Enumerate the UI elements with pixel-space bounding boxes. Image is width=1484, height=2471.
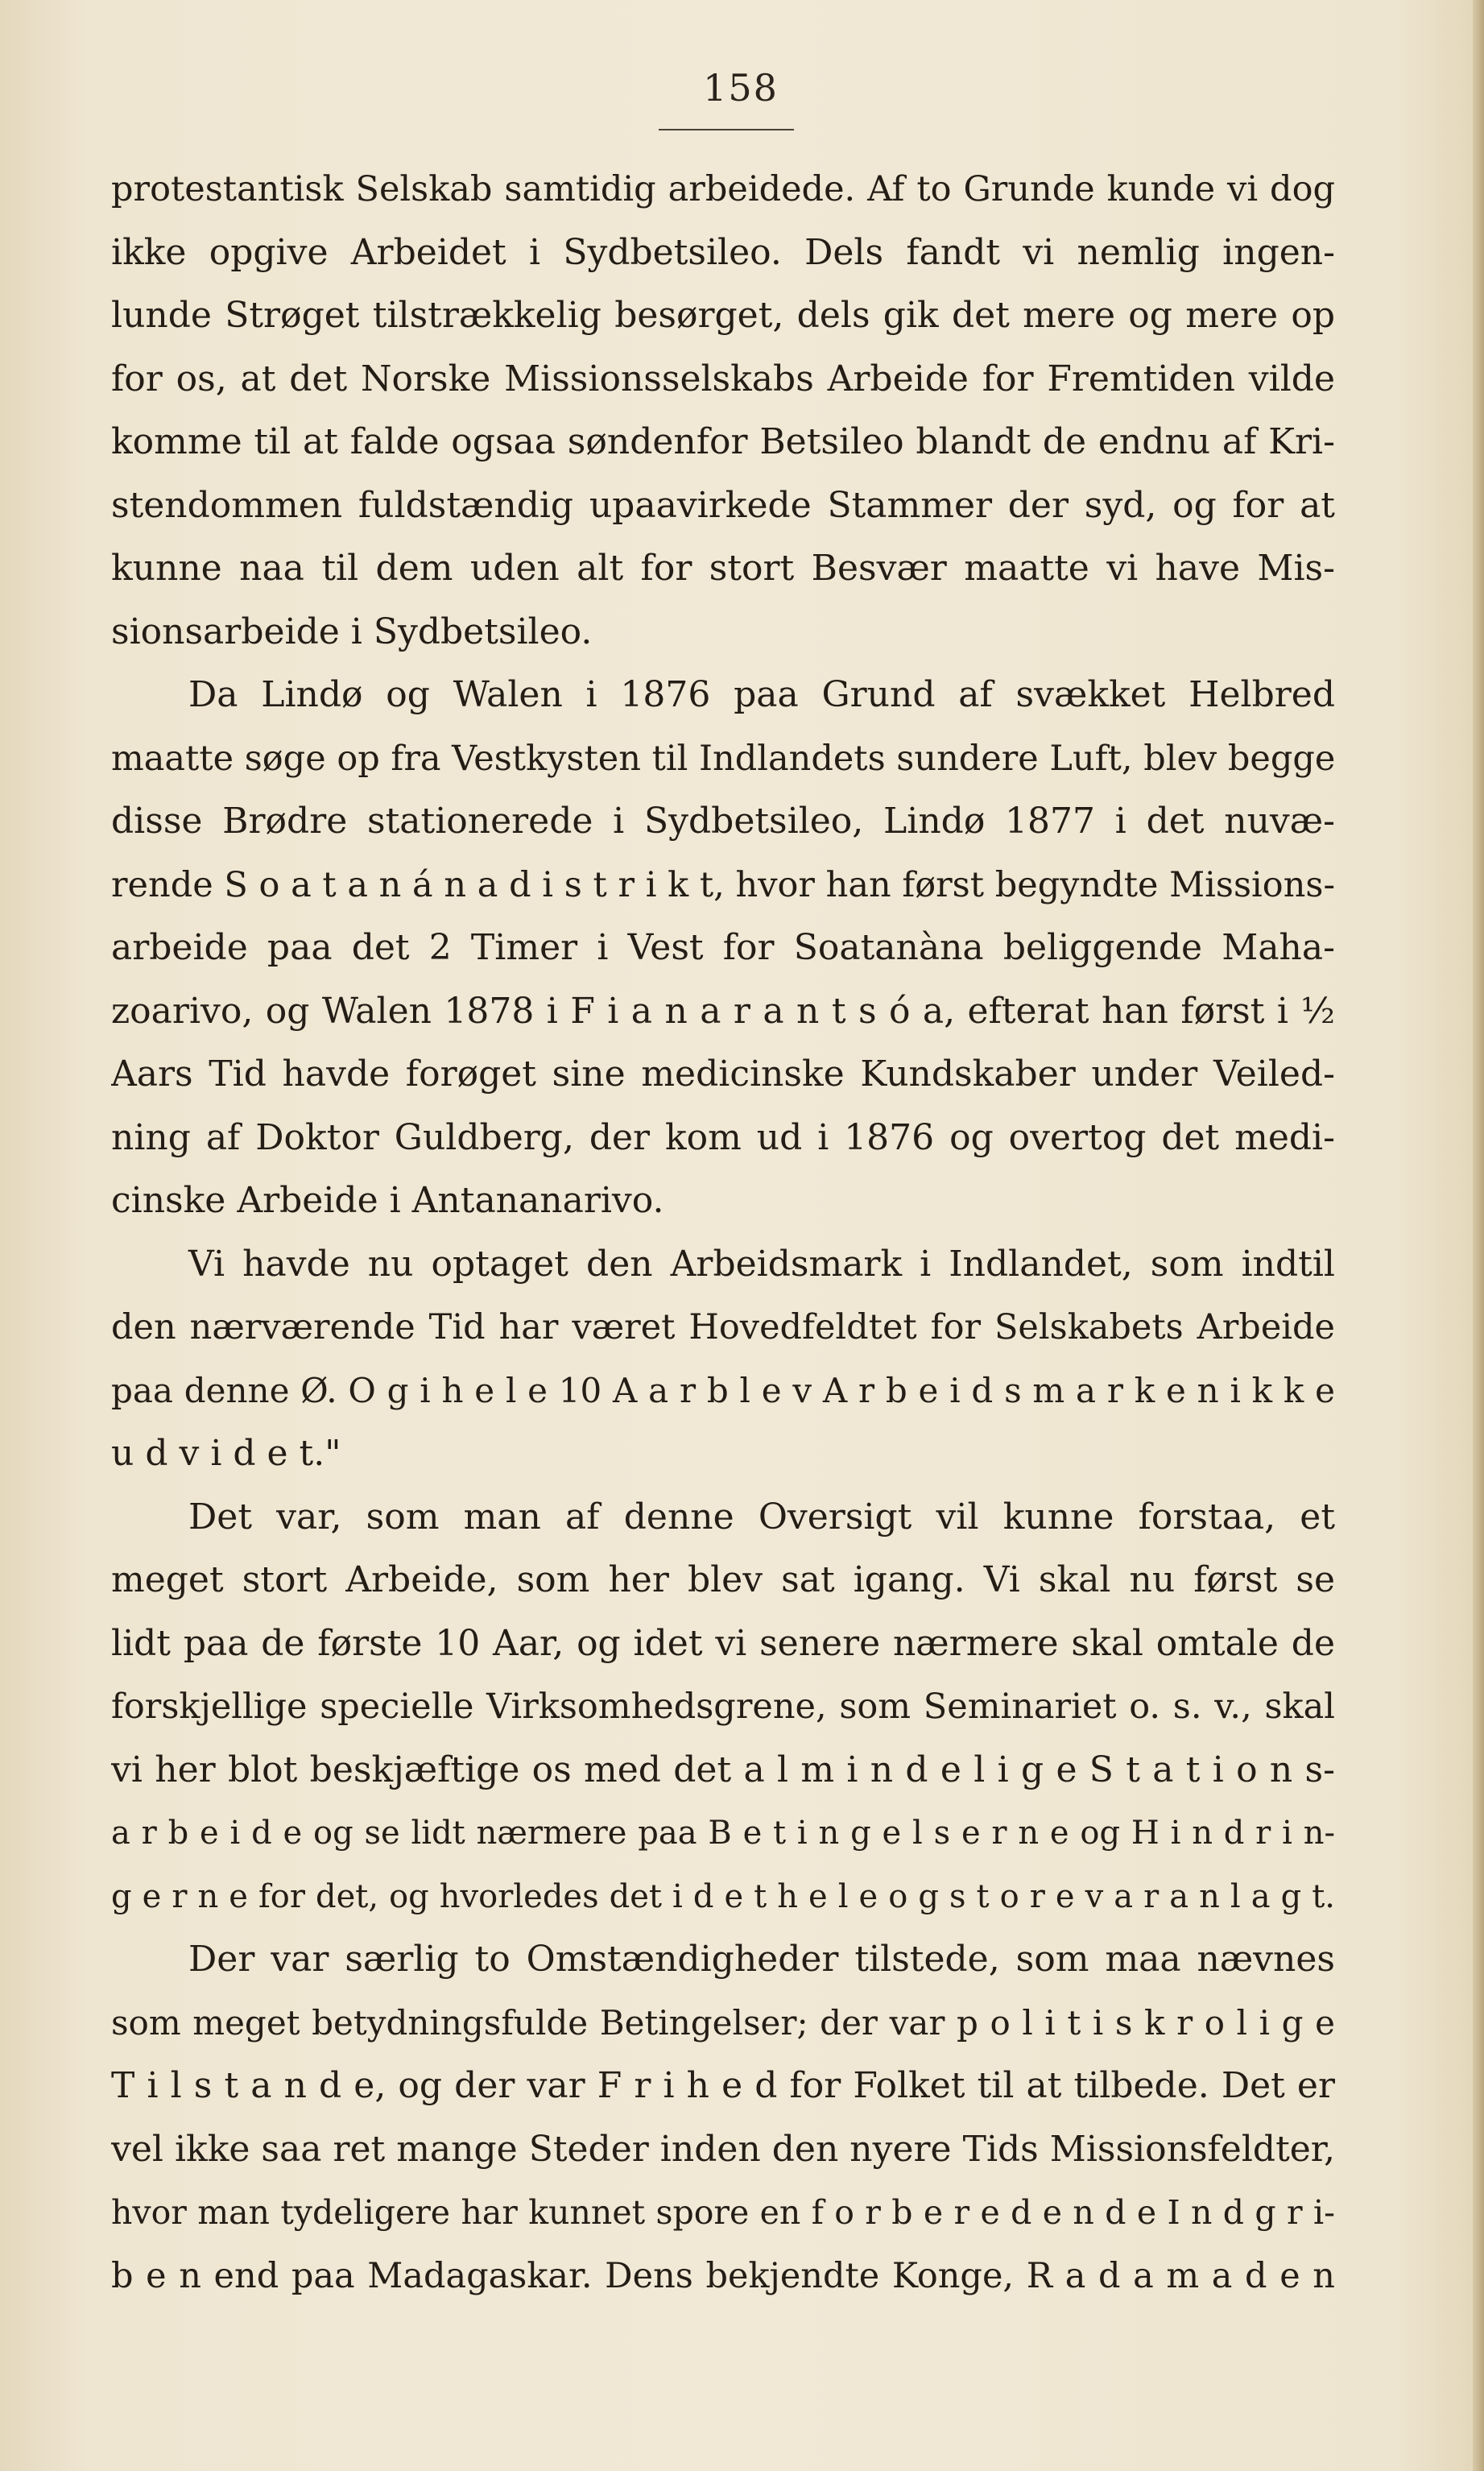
text-line: u d v i d e t." xyxy=(111,1433,341,1474)
text-line: den nærværende Tid har været Hovedfeldtet for Selskabets Arbeide xyxy=(111,1307,1335,1347)
text-line: Aars Tid havde forøget sine medicinske Kundskaber under Veiled- xyxy=(111,1053,1335,1095)
text-line: som meget betydningsfulde Betingelser; der var p o l i t i s k r o l i g e xyxy=(111,2002,1335,2043)
text-line: for os, at det Norske Missionsselskabs Arbeide for Fremtiden vilde xyxy=(111,358,1335,399)
text-line: lunde Strøget tilstrækkelig besørget, dels gik det mere og mere op xyxy=(111,295,1335,336)
text-line: paa denne Ø. O g i h e l e 10 A a r b l e v A r b e i d s m a r k e n i k k e xyxy=(111,1370,1335,1410)
text-line: b e n end paa Madagaskar. Dens bekjendte Konge, R a d a m a d e n xyxy=(111,2255,1335,2296)
text-line: g e r n e for det, og hvorledes det i d e t h e l e o g s t o r e v a r a n l a g t. xyxy=(111,1877,1335,1915)
text-line: T i l s t a n d e, og der var F r i h e d for Folket til at tilbede. Det er xyxy=(111,2065,1335,2106)
text-line: vel ikke saa ret mange Steder inden den nyere Tids Missionsfeldter, xyxy=(111,2128,1335,2170)
text-line: a r b e i d e og se lidt nærmere paa B e t i n g e l s e r n e og H i n d r i n- xyxy=(111,1815,1335,1852)
text-line: meget stort Arbeide, som her blev sat igang. Vi skal nu først se xyxy=(111,1559,1335,1600)
header-rule xyxy=(659,129,794,130)
text-line: cinske Arbeide i Antananarivo. xyxy=(111,1180,664,1221)
text-line: forskjellige specielle Virksomhedsgrene, som Seminariet o. s. v., skal xyxy=(111,1687,1335,1727)
page-edge xyxy=(1473,0,1484,2471)
text-line: lidt paa de første 10 Aar, og idet vi senere nærmere skal omtale de xyxy=(111,1622,1335,1664)
text-line: disse Brødre stationerede i Sydbetsileo, Lindø 1877 i det nuvæ- xyxy=(111,801,1335,842)
text-line: zoarivo, og Walen 1878 i F i a n a r a n t s ó a, efterat han først i ½ xyxy=(111,990,1335,1032)
text-line: Da Lindø og Walen i 1876 paa Grund af svækket Helbred xyxy=(188,674,1335,715)
text-line: ikke opgive Arbeidet i Sydbetsileo. Dels fandt vi nemlig ingen- xyxy=(111,231,1335,273)
text-line: ning af Doktor Guldberg, der kom ud i 1876 og overtog det medi- xyxy=(111,1116,1335,1158)
body-text xyxy=(111,158,1335,2308)
text-line: Der var særlig to Omstændigheder tilstede, som maa nævnes xyxy=(188,1939,1335,1980)
text-line: stendommen fuldstændig upaavirkede Stammer der syd, og for at xyxy=(111,484,1335,526)
text-line: kunne naa til dem uden alt for stort Besvær maatte vi have Mis- xyxy=(111,548,1335,589)
text-line: Vi havde nu optaget den Arbeidsmark i Indlandet, som indtil xyxy=(188,1243,1335,1285)
text-line: vi her blot beskjæftige os med det a l m i n d e l i g e S t a t i o n s- xyxy=(111,1749,1335,1790)
page-number: 158 xyxy=(703,66,779,110)
text-line: komme til at falde ogsaa søndenfor Betsileo blandt de endnu af Kri- xyxy=(111,421,1335,462)
text-line: rende S o a t a n á n a d i s t r i k t, hvor han først begyndte Missions- xyxy=(111,864,1335,905)
text-line: maatte søge op fra Vestkysten til Indlandets sundere Luft, blev begge xyxy=(111,738,1335,779)
text-line: sionsarbeide i Sydbetsileo. xyxy=(111,611,593,652)
text-line: hvor man tydeligere har kunnet spore en f o r b e r e d e n d e I n d g r i- xyxy=(111,2193,1335,2232)
text-line: Det var, som man af denne Oversigt vil kunne forstaa, et xyxy=(188,1496,1335,1538)
text-line: arbeide paa det 2 Timer i Vest for Soatanàna beliggende Maha- xyxy=(111,927,1335,968)
text-line: protestantisk Selskab samtidig arbeidede. Af to Grunde kunde vi dog xyxy=(111,169,1335,209)
